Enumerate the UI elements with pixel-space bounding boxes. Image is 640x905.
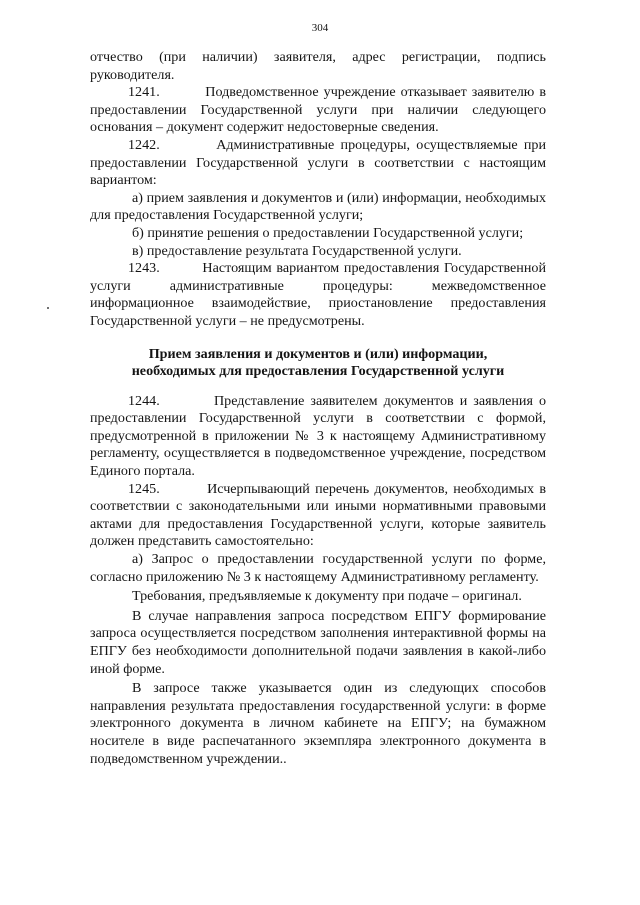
scan-speck (47, 307, 49, 309)
paragraph-1243: 1243. Настоящим вариантом предоставления Государственной услуги административные процедуры: межведомственное информационное взаимодействие, приостановление предоставления Государственной услуги – не предусмотрены. (90, 260, 550, 329)
section-heading (90, 346, 546, 381)
paragraph-1241: 1241. Подведомственное учреждение отказывает заявителю в предоставлении Государственной услуги при наличии следующего основания – документ содержит недостоверные сведения. (90, 84, 550, 136)
paragraph-1245: 1245. Исчерпывающий перечень документов, необходимых в соответствии с законодательными или иными нормативными правовыми актами для предоставления Государственной услуги, которые заявитель должен представить самостоятельно: (90, 480, 550, 550)
list-item-b: б) принятие решения о предоставлении Государственной услуги; (132, 224, 524, 241)
page-number: 304 (311, 22, 329, 34)
section-heading-line-2: необходимых для предоставления Государственной услуги (131, 363, 505, 380)
section-heading-line-1: Прием заявления и документов и (или) информации, (148, 345, 488, 362)
paragraph-continuation: отчество (при наличии) заявителя, адрес регистрации, подпись руководителя. (90, 49, 546, 83)
document-body (90, 49, 550, 768)
paragraph-request-form: а) Запрос о предоставлении государственной услуги по форме, согласно приложению № 3 к настоящему Административному регламенту. (90, 551, 546, 585)
paragraph-requirements: Требования, предъявляемые к документу при подаче – оригинал. (132, 588, 522, 605)
list-item-v: в) предоставление результата Государственной услуги. (132, 242, 462, 259)
paragraph-1244: 1244. Представление заявителем документов и заявления о предоставлении Государственной услуги в соответствии с формой, предусмотренной в приложении № 3 к настоящему Административному регламенту, осуществляется в подведомственное учреждение, посредством Единого портала. (90, 392, 550, 480)
paragraph-epgu-request: В случае направления запроса посредством ЕПГУ формирование запроса осуществляется посредством заполнения интерактивной формы на ЕПГУ без необходимости дополнительной подачи заявления в какой-либо иной форме. (90, 607, 546, 677)
paragraph-result-methods: В запросе также указывается один из следующих способов направления результата предоставления государственной услуги: в форме электронного документа в личном кабинете на ЕПГУ; на бумажном носителе в виде распечатанного экземпляра электронного документа в подведомственном учреждении.. (90, 680, 546, 767)
paragraph-1242: 1242. Административные процедуры, осуществляемые при предоставлении Государственной услуги в соответствии с настоящим вариантом: (90, 136, 550, 189)
list-item-a: а) прием заявления и документов и (или) информации, необходимых для предоставления Государственной услуги; (90, 189, 546, 224)
